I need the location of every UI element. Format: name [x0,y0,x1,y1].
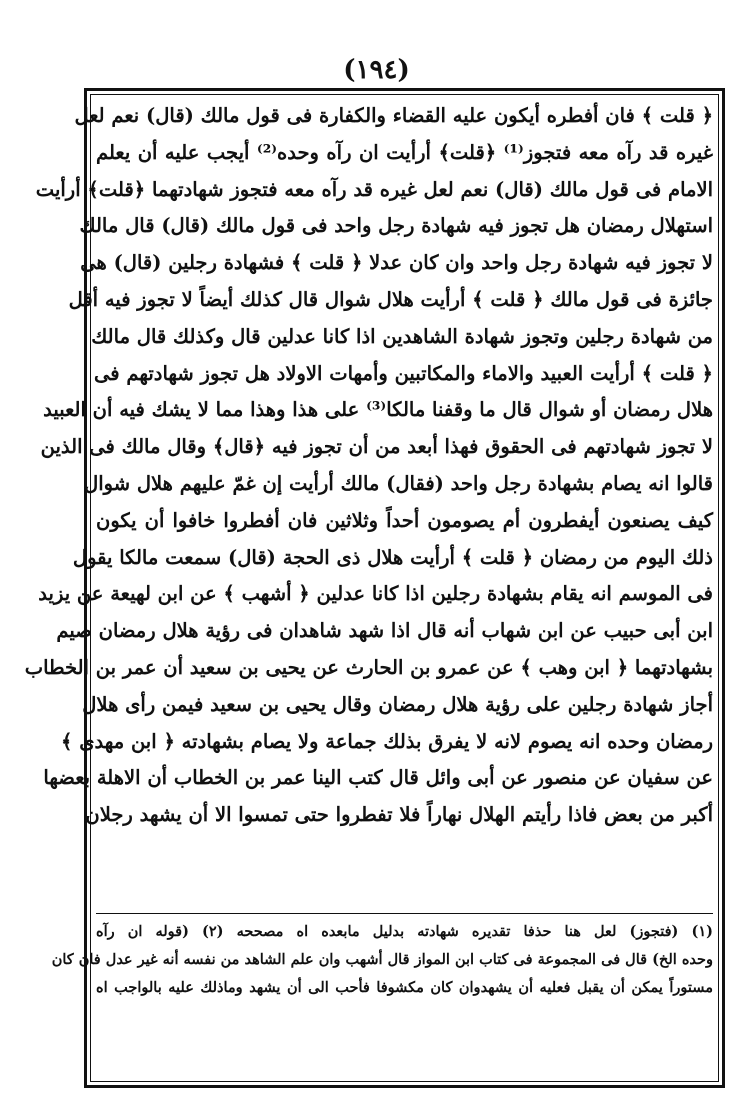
text-line: ذلك اليوم من رمضان ﴿ قلت ﴾ أرأيت هلال ذى الحجة (قال) سمعت مالكا يقول [72,545,713,569]
text-line: ﴿ قلت ﴾ فان أفطره أيكون عليه القضاء والكفارة فى قول مالك (قال) نعم لعل [74,104,713,127]
footnotes-block [51,918,713,1002]
text-line: لا تجوز شهادتهم فى الحقوق فهذا أبعد من أن تجوز فيه ﴿قال﴾ وقال مالك فى الذين [40,435,713,459]
text-line: من شهادة رجلين وتجوز شهادة الشاهدين اذا كانا عدلين قال وكذلك قال مالك [91,324,713,348]
text-line: استهلال رمضان هل تجوز فيه شهادة رجل واحد فى قول مالك (قال) قال مالك [79,214,713,238]
text-line: هلال رمضان أو شوال قال ما وقفنا مالكا⁽³⁾ على هذا وهذا مما لا يشك فيه أن العبيد [43,398,713,422]
text-line: ابن أبى حبيب عن ابن شهاب أنه قال اذا شهد شاهدان فى رؤية هلال رمضان صيم [56,619,713,643]
text-line: غيره قد رآه معه فتجوز⁽¹⁾ ﴿قلت﴾ أرأيت ان رآه وحده⁽²⁾ أيجب عليه أن يعلم [96,140,713,164]
text-line: عن سفيان عن منصور عن أبى وائل قال كتب الينا عمر بن الخطاب أن الاهلة بعضها [43,766,713,790]
text-line: ﴿ قلت ﴾ أرأيت العبيد والاماء والمكاتبين وأمهات الاولاد هل تجوز شهادتهم فى [94,361,713,385]
footnote-line: مستوراً يمكن أن يقبل فعليه أن يشهدوان كان مكشوفا فأحب الى أن يشهد وماذلك عليه بالواجب اه [96,979,713,996]
footnote-line: (١) (فتجوز) لعل هنا حذفا تقديره شهادته بدليل مابعده اه مصححه (٢) (قوله ان رآه [96,923,713,940]
text-line: فى الموسم انه يقام بشهادة رجلين اذا كانا عدلين ﴿ أشهب ﴾ عن ابن لهيعة عن يزيد [38,582,713,606]
text-line: أجاز شهادة رجلين على رؤية هلال رمضان وقال يحيى بن سعيد فيمن رأى هلال [82,692,713,716]
footnote-divider [96,913,713,914]
text-line: قالوا انه يصام بشهادة رجل واحد (فقال) مالك أرأيت إن غمّ عليهم هلال شوال [84,471,713,495]
page-number: (١٩٤) [343,55,410,85]
text-line: بشهادتهما ﴿ ابن وهب ﴾ عن عمرو بن الحارث عن يحيى بن سعيد أن عمر بن الخطاب [24,655,713,679]
text-line: كيف يصنعون أيفطرون أم يصومون أحداً وثلاثين فان أفطروا خافوا أن يكون [96,508,713,532]
text-line: جائزة فى قول مالك ﴿ قلت ﴾ أرأيت هلال شوال قال كذلك أيضاً لا تجوز فيه أقل [68,287,713,311]
main-text-block [24,98,713,834]
text-line: أكبر من بعض فاذا رأيتم الهلال نهاراً فلا تفطروا حتى تمسوا الا أن يشهد رجلان [85,803,713,827]
footnote-line: وحده الخ) قال فى المجموعة فى كتاب ابن المواز قال أشهب وان علم الشاهد من نفسه أنه غير عدل فان كان [51,951,713,968]
text-line: الامام فى قول مالك (قال) نعم لعل غيره قد رآه معه فتجوز شهادتهما ﴿قلت﴾ أرأيت [35,177,713,201]
text-line: لا تجوز فيه شهادة رجل واحد وان كان عدلا ﴿ قلت ﴾ فشهادة رجلين (قال) هى [80,251,713,275]
text-line: رمضان وحده انه يصوم لانه لا يفرق بذلك جماعة ولا يصام بشهادته ﴿ ابن مهدى ﴾ [61,729,713,753]
